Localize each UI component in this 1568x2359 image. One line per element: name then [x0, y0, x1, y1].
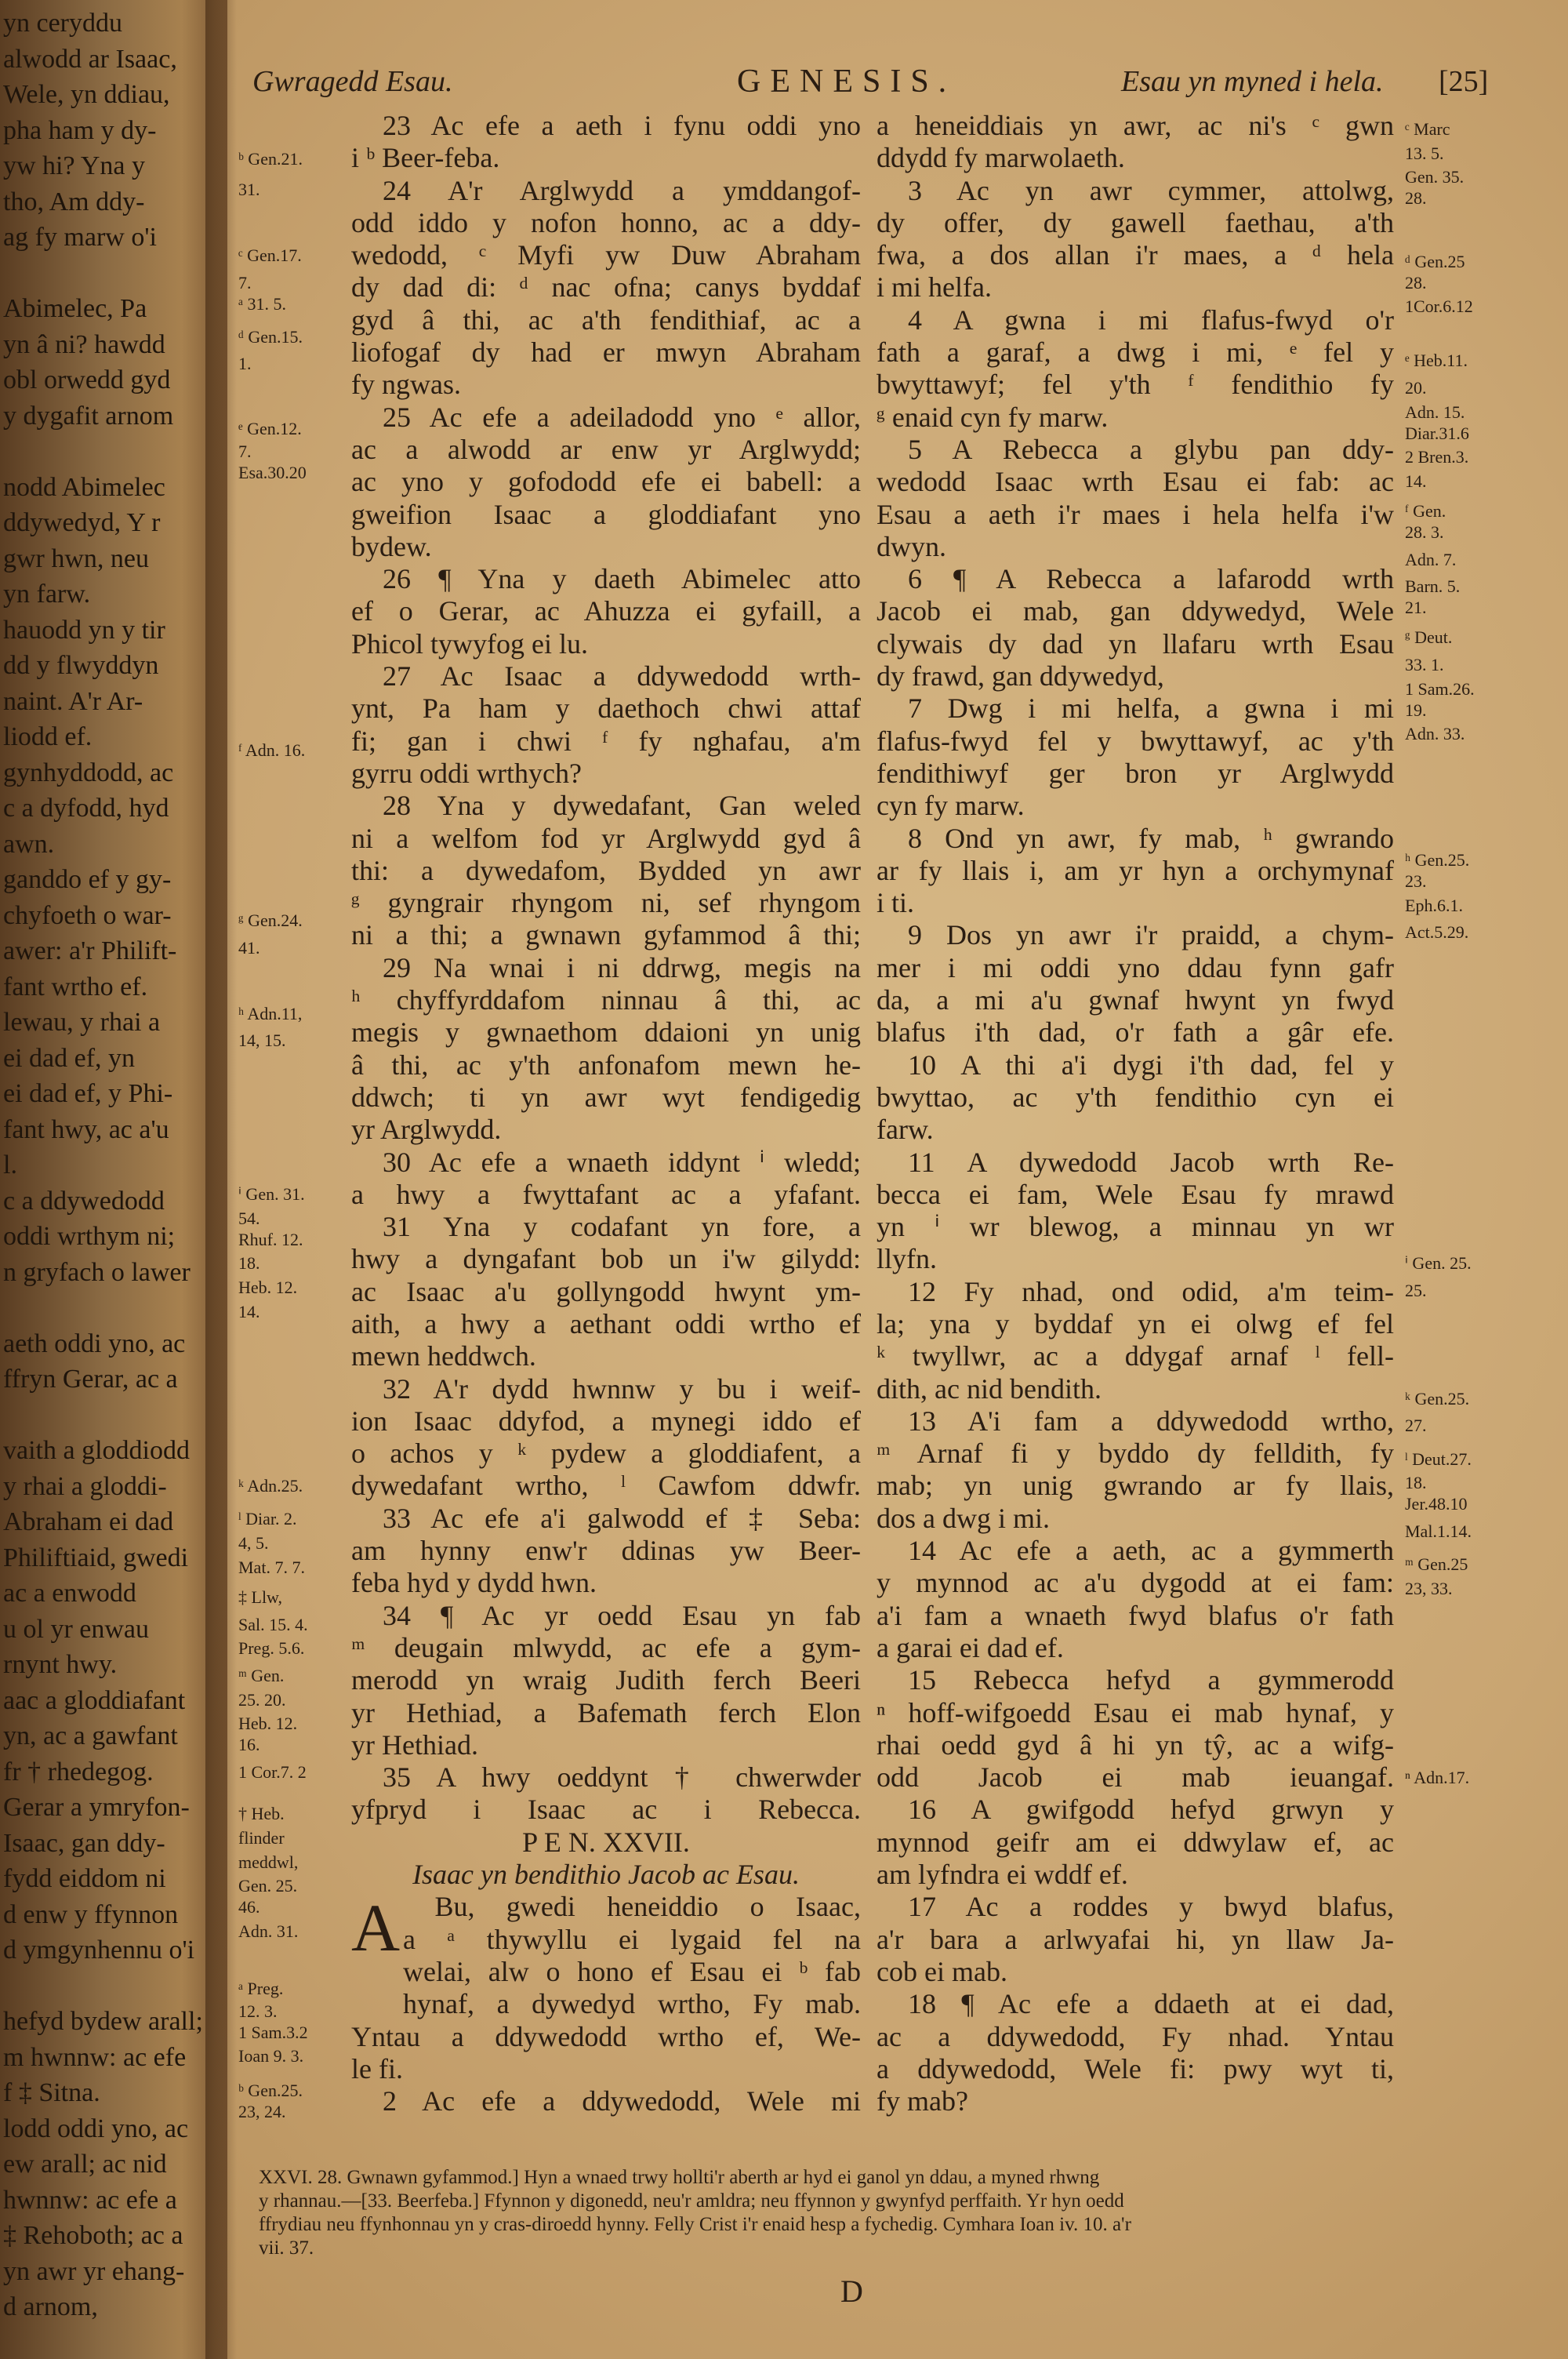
footnotes — [259, 2166, 1529, 2260]
facing-page-text: ‡ Rehoboth; ac a — [3, 2221, 183, 2250]
facing-page-text: awer: a'r Philift- — [3, 936, 177, 965]
margin-reference: ᶠ Gen. — [1405, 501, 1446, 522]
facing-page-text: ag fy marw o'i — [3, 223, 157, 252]
margin-reference: 28. 3. — [1405, 522, 1444, 543]
facing-page-text: oddi wrthym ni; — [3, 1222, 176, 1251]
text-line: 23 Ac efe a aeth i fynu oddi yno — [383, 110, 861, 141]
text-line: 4 A gwna i mi flafus-fwyd o'r — [908, 304, 1394, 336]
text-line: welai, alw o hono ef Esau ei ᵇ fab — [403, 1955, 861, 1987]
text-line: A Bu, gwedi heneiddio o Isaac, — [351, 1890, 861, 1966]
text-line: ynt, Pa ham y daethoch chwi attaf — [351, 692, 861, 725]
text-line: ac Isaac a'u gollyngodd hwynt ym- — [351, 1275, 861, 1307]
margin-reference: 1 Cor.7. 2 — [238, 1761, 307, 1782]
facing-page-text: fant wrtho ef. — [3, 972, 148, 1001]
text-line: a heneiddiais yn awr, ac ni's ᶜ gwn — [877, 110, 1394, 141]
facing-page-text: yn awr yr ehang- — [3, 2256, 185, 2286]
running-head-right: Esau yn myned i hela. — [1121, 65, 1384, 98]
text-line: 7 Dwg i mi helfa, a gwna i mi — [908, 692, 1394, 725]
text-line: blafus i'th dad, o'r fath a gâr efe. — [877, 1016, 1394, 1049]
left-text-column — [351, 110, 861, 2117]
text-line: hynaf, a dywedyd wrtho, Fy mab. — [403, 1988, 861, 2020]
margin-reference: ⁱ Gen. 31. — [238, 1184, 305, 1205]
margin-reference: ᵈ Gen.25 — [1405, 251, 1465, 271]
text-line: ddwch; ti yn awr wyt fendigedig — [351, 1081, 861, 1113]
margin-reference: ⁿ Adn.17. — [1405, 1768, 1470, 1788]
facing-page-text: c a ddywedodd — [3, 1186, 165, 1216]
facing-page-text: Abimelec, Pa — [3, 294, 147, 323]
text-line: 33 Ac efe a'i galwodd ef ‡ Seba: — [383, 1502, 861, 1534]
text-line: a'r bara a arlwyafai hi, yn llaw Ja- — [877, 1923, 1394, 1955]
text-line: la; yna y byddaf yn ei olwg ef fel — [877, 1307, 1394, 1339]
margin-reference: Gen. 25. — [238, 1876, 298, 1896]
margin-reference: ᵈ Gen.15. — [238, 326, 303, 347]
text-line: mynnod geifr am ei ddwylaw ef, ac — [877, 1826, 1394, 1858]
margin-reference: ᵇ Gen.21. — [238, 149, 303, 169]
facing-page-text: d arnom, — [3, 2292, 98, 2321]
text-line: 26 ¶ Yna y daeth Abimelec atto — [383, 563, 861, 595]
margin-reference: 20. — [1405, 378, 1427, 398]
text-line: da, a mi a'u gwnaf hwynt yn fwyd — [877, 984, 1394, 1016]
text-line: mewn heddwch. — [351, 1340, 536, 1372]
facing-page-text: ganddo ef y gy- — [3, 865, 172, 894]
margin-reference: † Heb. — [238, 1804, 285, 1824]
text-line: i ᵇ Beer-feba. — [351, 142, 500, 174]
margin-reference: 18. — [238, 1253, 260, 1274]
facing-page-text: alwodd ar Isaac, — [3, 44, 177, 74]
facing-page-text: y rhai a gloddi- — [3, 1471, 167, 1501]
margin-reference: Mat. 7. 7. — [238, 1557, 305, 1577]
facing-page-text: n gryfach o lawer — [3, 1257, 191, 1287]
margin-reference: Rhuf. 12. — [238, 1229, 303, 1249]
footnote-line: y rhannau.—[33. Beerfeba.] Ffynnon y digonedd, neu'r amldra; neu ffynnon y gwynfyd perffaith. Yr hyn oedd — [259, 2190, 1124, 2212]
facing-page-text: fr † rhedegog. — [3, 1757, 154, 1787]
text-line: 16 A gwifgodd hefyd grwyn y — [908, 1794, 1394, 1826]
margin-reference: Esa.30.20 — [238, 462, 307, 482]
margin-reference: 1Cor.6.12 — [1405, 296, 1473, 317]
margin-reference: ᵐ Gen. — [238, 1665, 285, 1685]
margin-reference: Adn. 7. — [1405, 549, 1457, 569]
chapter-summary: Isaac yn bendithio Jacob ac Esau. — [412, 1859, 800, 1891]
text-line: 10 A thi a'i dygi i'th dad, fel y — [908, 1049, 1394, 1081]
text-line: ⁿ hoff-wifgoedd Esau ei mab hynaf, y — [877, 1696, 1394, 1728]
margin-reference: Act.5.29. — [1405, 922, 1469, 943]
text-line: 28 Yna y dywedafant, Gan weled — [383, 790, 861, 822]
text-line: wedodd Isaac wrth Esau ei fab: ac — [877, 466, 1394, 498]
text-line: ᵐ deugain mlwydd, ac efe a gym- — [351, 1631, 861, 1663]
margin-reference: ⁱ Gen. 25. — [1405, 1253, 1472, 1274]
facing-page-text: yn â ni? hawdd — [3, 329, 165, 359]
facing-page-text: tho, Am ddy- — [3, 187, 145, 216]
margin-reference: 54. — [238, 1208, 260, 1228]
text-line: 12 Fy nhad, ond odid, a'm teim- — [908, 1275, 1394, 1307]
text-line: hwy a dyngafant bob un i'w gilydd: — [351, 1243, 861, 1275]
margin-reference: 31. — [238, 179, 260, 199]
facing-page-text: naint. A'r Ar- — [3, 686, 143, 716]
text-line: fath a garaf, a dwg i mi, ᵉ fel y — [877, 336, 1394, 369]
text-line: ddydd fy marwolaeth. — [877, 142, 1125, 174]
text-line: 31 Yna y codafant yn fore, a — [383, 1211, 861, 1243]
text-line: ʰ chyffyrddafom ninnau â thi, ac — [351, 984, 861, 1016]
text-line: ᵍ gyngrair rhyngom ni, sef rhyngom — [351, 887, 861, 919]
facing-page-text: l. — [3, 1150, 17, 1180]
facing-page-text: hwnnw: ac efe a — [3, 2185, 177, 2215]
margin-reference: ᵍ Deut. — [1405, 627, 1453, 648]
text-line: 3 Ac yn awr cymmer, attolwg, — [908, 174, 1394, 206]
margin-reference: ᶜ Marc — [1405, 119, 1450, 140]
signature-mark: D — [840, 2274, 863, 2309]
facing-page-text: yn, ac a gawfant — [3, 1721, 178, 1750]
margin-reference: ˡ Deut.27. — [1405, 1448, 1472, 1469]
text-line: megis y gwnaethom ddaioni yn unig — [351, 1016, 861, 1049]
margin-reference: 1 Sam.26. — [1405, 678, 1475, 699]
margin-reference: meddwl, — [238, 1852, 299, 1872]
text-line: 18 ¶ Ac efe a ddaeth at ei dad, — [908, 1988, 1394, 2020]
margin-reference: 23. — [1405, 871, 1427, 892]
margin-reference: 14. — [238, 1301, 260, 1321]
right-text-column — [877, 110, 1394, 2117]
margin-reference: 28. — [1405, 272, 1427, 293]
margin-reference: Ioan 9. 3. — [238, 2046, 304, 2066]
text-line: cyn fy marw. — [877, 790, 1025, 822]
margin-reference: ᵍ Gen.24. — [238, 910, 303, 930]
text-line: 29 Na wnai i ni ddrwg, megis na — [383, 951, 861, 983]
margin-reference: flinder — [238, 1827, 285, 1848]
chapter-heading: P E N. XXVII. — [522, 1826, 690, 1858]
margin-reference: Heb. 12. — [238, 1277, 298, 1297]
facing-page-text: aeth oddi yno, ac — [3, 1329, 186, 1358]
facing-page-text: d enw y ffynnon — [3, 1899, 179, 1929]
facing-page-text: Wele, yn ddiau, — [3, 80, 170, 109]
text-line: 11 A dywedodd Jacob wrth Re- — [908, 1146, 1394, 1178]
text-line: odd iddo y nofon honno, ac a ddy- — [351, 206, 861, 238]
margin-reference: 12. 3. — [238, 2001, 278, 2021]
margin-reference: Preg. 5.6. — [238, 1638, 305, 1659]
facing-page-text: ac a enwodd — [3, 1579, 136, 1608]
text-line: 34 ¶ Ac yr oedd Esau yn fab — [383, 1599, 861, 1631]
text-line: ni a welfom fod yr Arglwydd gyd â — [351, 822, 861, 854]
text-line: dy offer, dy gawell faethau, a'th — [877, 206, 1394, 238]
margin-reference: Adn. 31. — [238, 1921, 299, 1941]
margin-reference: Jer.48.10 — [1405, 1494, 1468, 1514]
facing-page-text: m hwnnw: ac efe — [3, 2042, 187, 2072]
text-line: le fi. — [351, 2052, 403, 2085]
facing-page-text: ffryn Gerar, ac a — [3, 1365, 178, 1394]
margin-reference: Adn. 15. — [1405, 402, 1465, 422]
text-line: Phicol tywyfog ei lu. — [351, 627, 588, 660]
margin-reference: ʰ Adn.11, — [238, 1003, 303, 1023]
text-line: gyrru oddi wrthych? — [351, 757, 582, 789]
text-line: fwa, a dos allan i'r maes, a ᵈ hela — [877, 239, 1394, 271]
margin-reference: ᵃ Preg. — [238, 1978, 284, 1998]
text-line: o achos y ᵏ pydew a gloddiafent, a — [351, 1438, 861, 1470]
text-line: 27 Ac Isaac a ddywedodd wrth- — [383, 660, 861, 692]
footnote-line: XXVI. 28. Gwnawn gyfammod.] Hyn a wnaed trwy hollti'r aberth ar hyd ei ganol yn ddau, a myned rhwng — [259, 2167, 1100, 2188]
facing-page-text: ei dad ef, yn — [3, 1043, 136, 1073]
margin-reference: 1. — [238, 354, 252, 374]
margin-reference: 16. — [238, 1735, 260, 1755]
text-line: yr Arglwydd. — [351, 1114, 502, 1146]
text-line: bwyttawyf; fel y'th ᶠ fendithio fy — [877, 369, 1394, 401]
text-line: llyfn. — [877, 1243, 937, 1275]
facing-page-text: f ‡ Sitna. — [3, 2078, 100, 2107]
text-line: ac yno y gofododd efe ei babell: a — [351, 466, 861, 498]
text-line: i mi helfa. — [877, 271, 992, 304]
margin-reference: 7. — [238, 441, 252, 461]
margin-reference: 33. 1. — [1405, 654, 1444, 674]
text-line: fendithiwyf ger bron yr Arglwydd — [877, 757, 1394, 789]
facing-page-text: gwr hwn, neu — [3, 543, 150, 573]
text-line: mab; yn unig gwrando ar fy llais, — [877, 1470, 1394, 1502]
facing-page-text: ei dad ef, y Phi- — [3, 1079, 173, 1108]
text-line: gyd â thi, ac a'th fendithiaf, ac a — [351, 304, 861, 336]
text-line: gweifion Isaac a gloddiafant yno — [351, 498, 861, 530]
facing-page-text: fant hwy, ac a'u — [3, 1114, 169, 1144]
margin-reference: ᵏ Adn.25. — [238, 1476, 303, 1496]
text-line: liofogaf dy had er mwyn Abraham — [351, 336, 861, 369]
text-line: wedodd, ᶜ Myfi yw Duw Abraham — [351, 239, 861, 271]
facing-page-text: c a dyfodd, hyd — [3, 794, 169, 823]
facing-page-text: rnynt hwy. — [3, 1650, 118, 1679]
text-line: 8 Ond yn awr, fy mab, ʰ gwrando — [908, 822, 1394, 854]
facing-page-text: ew arall; ac nid — [3, 2150, 167, 2179]
text-line: fy mab? — [877, 2085, 968, 2117]
margin-reference: Barn. 5. — [1405, 576, 1461, 597]
text-line: ᵍ enaid cyn fy marw. — [877, 401, 1109, 433]
text-line: 32 A'r dydd hwnnw y bu i weif- — [383, 1372, 861, 1405]
footnote-line: vii. 37. — [259, 2237, 314, 2259]
text-line: thi: a dywedafom, Bydded yn awr — [351, 854, 861, 886]
text-line: 15 Rebecca hefyd a gymmerodd — [908, 1664, 1394, 1696]
text-line: dywedafant wrtho, ˡ Cawfom ddwfr. — [351, 1470, 861, 1502]
facing-page-text: vaith a gloddiodd — [3, 1436, 190, 1465]
margin-reference: 18. — [1405, 1473, 1427, 1493]
text-line: dos a dwg i mi. — [877, 1502, 1050, 1534]
facing-page-text: liodd ef. — [3, 722, 93, 751]
margin-reference: ᶜ Gen.17. — [238, 245, 302, 266]
margin-reference: ˡ Diar. 2. — [238, 1509, 297, 1529]
text-line: aith, a hwy a aethant oddi wrtho ef — [351, 1307, 861, 1339]
text-line: 30 Ac efe a wnaeth iddynt ⁱ wledd; — [383, 1146, 861, 1178]
margin-reference: 1 Sam.3.2 — [238, 2022, 308, 2042]
margin-reference: 27. — [1405, 1416, 1427, 1436]
facing-page-text: gynhyddodd, ac — [3, 758, 174, 787]
text-line: farw. — [877, 1114, 934, 1146]
book-gutter-shadow — [205, 0, 237, 2359]
text-line: ni a thi; a gwnawn gyfammod â thi; — [351, 919, 861, 951]
margin-reference: Diar.31.6 — [1405, 423, 1469, 443]
margin-reference: 41. — [238, 937, 260, 958]
margin-reference: Mal.1.14. — [1405, 1521, 1472, 1541]
margin-reference: 25. 20. — [238, 1689, 286, 1710]
margin-reference: 21. — [1405, 598, 1427, 618]
text-line: â thi, ac y'th anfonafom mewn he- — [351, 1049, 861, 1081]
text-line: 14 Ac efe a aeth, ac a gymmerth — [908, 1535, 1394, 1567]
footnote-line: ffrydiau neu ffynhonnau yn y cras-diroedd hynny. Felly Crist i'r enaid hesp a fychedig. Cymhara Ioan iv. 10. a'r — [259, 2214, 1131, 2235]
margin-reference: ʰ Gen.25. — [1405, 850, 1470, 871]
facing-page-text: Gerar a ymryfon- — [3, 1793, 190, 1822]
margin-reference: 4, 5. — [238, 1533, 269, 1554]
facing-page-text: hauodd yn y tir — [3, 615, 165, 645]
text-line: 9 Dos yn awr i'r praidd, a chym- — [908, 919, 1394, 951]
facing-page-text: fydd eiddom ni — [3, 1864, 166, 1893]
margin-reference: ᵇ Gen.25. — [238, 2081, 303, 2101]
facing-page-text: lewau, y rhai a — [3, 1008, 161, 1037]
text-line: merodd yn wraig Judith ferch Beeri — [351, 1664, 861, 1696]
text-line: yn ⁱ wr blewog, a minnau yn wr — [877, 1211, 1394, 1243]
facing-page-text: lodd oddi yno, ac — [3, 2114, 189, 2143]
facing-page-text: ddywedyd, Y r — [3, 508, 161, 537]
text-line: y mynnod ac a'u dygodd at ei fam: — [877, 1567, 1394, 1599]
text-line: 24 A'r Arglwydd a ymddangof- — [383, 174, 861, 206]
facing-page-text: obl orwedd gyd — [3, 365, 171, 394]
text-line: a hwy a fwyttafant ac a yfafant. — [351, 1178, 861, 1210]
facing-page-text: Abraham ei dad — [3, 1507, 174, 1536]
text-line: dy dad di: ᵈ nac ofna; canys byddaf — [351, 271, 861, 304]
text-line: yfpryd i Isaac ac i Rebecca. — [351, 1794, 861, 1826]
margin-reference: 23, 24. — [238, 2102, 286, 2122]
text-line: ᵏ twyllwr, ac a ddygaf arnaf ˡ fell- — [877, 1340, 1394, 1372]
text-line: dwyn. — [877, 530, 946, 562]
facing-page-text: Philiftiaid, gwedi — [3, 1543, 189, 1572]
text-line: dith, ac nid bendith. — [877, 1372, 1102, 1405]
text-line: 35 A hwy oeddynt † chwerwder — [383, 1761, 861, 1794]
margin-reference: ‡ Llw, — [238, 1587, 283, 1608]
text-line: a garai ei dad ef. — [877, 1631, 1064, 1663]
book-title: GENESIS. — [737, 64, 956, 100]
margin-reference: ᵐ Gen.25 — [1405, 1554, 1468, 1574]
text-line: yr Hethiad. — [351, 1728, 478, 1761]
running-head-left: Gwragedd Esau. — [252, 65, 453, 98]
text-line: cob ei mab. — [877, 1955, 1007, 1987]
margin-reference: ᵉ Gen.12. — [238, 418, 302, 438]
margin-reference: ᶠ Adn. 16. — [238, 740, 306, 761]
text-line: ef o Gerar, ac Ahuzza ei gyfaill, a — [351, 595, 861, 627]
facing-page-edge — [0, 0, 227, 2359]
text-line: fy ngwas. — [351, 369, 461, 401]
margin-reference: 25. — [1405, 1280, 1427, 1300]
text-line: dy frawd, gan ddywedyd, — [877, 660, 1164, 692]
text-line: ar fy llais i, am yr hyn a orchymynaf — [877, 854, 1394, 886]
text-line: Esau a aeth i'r maes i hela helfa i'w — [877, 498, 1394, 530]
text-line: am lyfndra ei wddf ef. — [877, 1859, 1128, 1891]
margin-reference: 19. — [1405, 700, 1427, 720]
margin-reference: 13. 5. — [1405, 143, 1444, 163]
facing-page-text: awn. — [3, 829, 55, 859]
text-line: ac a alwodd ar enw yr Arglwydd; — [351, 433, 861, 465]
text-line: a ddywedodd, Wele fi: pwy wyt ti, — [877, 2052, 1394, 2085]
margin-reference: 2 Bren.3. — [1405, 447, 1469, 467]
facing-page-text: nodd Abimelec — [3, 472, 165, 502]
facing-page-text: yw hi? Yna y — [3, 151, 145, 180]
margin-reference: ᵃ 31. 5. — [238, 293, 287, 314]
text-line: bwyttao, ac y'th fendithio cyn ei — [877, 1081, 1394, 1113]
facing-page-text: aac a gloddiafant — [3, 1685, 186, 1715]
facing-page-text: hefyd bydew arall; — [3, 2007, 203, 2036]
text-line: bydew. — [351, 530, 432, 562]
text-line: i ti. — [877, 887, 915, 919]
facing-page-text: d ymgynhennu o'i — [3, 1936, 195, 1965]
text-line: mer i mi oddi yno ddau fynn gafr — [877, 951, 1394, 983]
text-line: yr Hethiad, a Bafemath ferch Elon — [351, 1696, 861, 1728]
facing-page-text: pha ham y dy- — [3, 115, 157, 145]
margin-reference: 28. — [1405, 188, 1427, 209]
margin-reference: 14. — [1405, 471, 1427, 491]
margin-reference: 23, 33. — [1405, 1578, 1453, 1598]
text-line: flafus-fwyd fel y bwyttawyf, ac y'th — [877, 725, 1394, 757]
text-line: 6 ¶ A Rebecca a lafarodd wrth — [908, 563, 1394, 595]
text-line: becca ei fam, Wele Esau fy mrawd — [877, 1178, 1394, 1210]
text-line: 25 Ac efe a adeiladodd yno ᵉ allor, — [383, 401, 861, 433]
facing-page-text: y dygafit arnom — [3, 401, 174, 431]
page-number: [25] — [1439, 65, 1489, 98]
facing-page-text: u ol yr enwau — [3, 1614, 150, 1644]
facing-page-text: Isaac, gan ddy- — [3, 1828, 165, 1858]
facing-page-text: chyfoeth o war- — [3, 900, 172, 930]
text-line: ion Isaac ddyfod, a mynegi iddo ef — [351, 1405, 861, 1437]
margin-reference: 14, 15. — [238, 1030, 286, 1051]
text-line: 2 Ac efe a ddywedodd, Wele mi — [383, 2085, 861, 2117]
margin-reference: Sal. 15. 4. — [238, 1614, 308, 1634]
margin-reference: Adn. 33. — [1405, 724, 1465, 744]
facing-page-text: dd y flwyddyn — [3, 651, 159, 680]
text-line: Yntau a ddywedodd wrtho ef, We- — [351, 2020, 861, 2052]
margin-reference: ᵏ Gen.25. — [1405, 1388, 1470, 1408]
text-line: ᵐ Arnaf fi y byddo dy felldith, fy — [877, 1438, 1394, 1470]
text-line: feba hyd y dydd hwn. — [351, 1567, 597, 1599]
text-line: a'i fam a wnaeth fwyd blafus o'r fath — [877, 1599, 1394, 1631]
margin-reference: 46. — [238, 1897, 260, 1917]
margin-reference: 7. — [238, 272, 252, 293]
margin-reference: Gen. 35. — [1405, 167, 1465, 187]
text-line: am hynny enw'r ddinas yw Beer- — [351, 1535, 861, 1567]
facing-page-text: yn farw. — [3, 580, 91, 609]
text-line: 5 A Rebecca a glybu pan ddy- — [908, 433, 1394, 465]
margin-reference: Heb. 12. — [238, 1714, 298, 1734]
text-line: rhai oedd gyd â hi yn tŷ, ac a wifg- — [877, 1728, 1394, 1761]
facing-page-text: yn ceryddu — [3, 9, 123, 38]
text-line: odd Jacob ei mab ieuangaf. — [877, 1761, 1394, 1794]
text-line: clywais dy dad yn llafaru wrth Esau — [877, 627, 1394, 660]
text-line: 17 Ac a roddes y bwyd blafus, — [908, 1891, 1394, 1923]
margin-reference: Eph.6.1. — [1405, 895, 1463, 915]
text-line: Jacob ei mab, gan ddywedyd, Wele — [877, 595, 1394, 627]
text-line: a ᵃ thywyllu ei lygaid fel na — [403, 1923, 861, 1955]
text-line: ac a ddywedodd, Fy nhad. Yntau — [877, 2020, 1394, 2052]
text-line: fi; gan i chwi ᶠ fy nghafau, a'm — [351, 725, 861, 757]
text-line: 13 A'i fam a ddywedodd wrtho, — [908, 1405, 1394, 1437]
margin-reference: ᵉ Heb.11. — [1405, 351, 1468, 371]
